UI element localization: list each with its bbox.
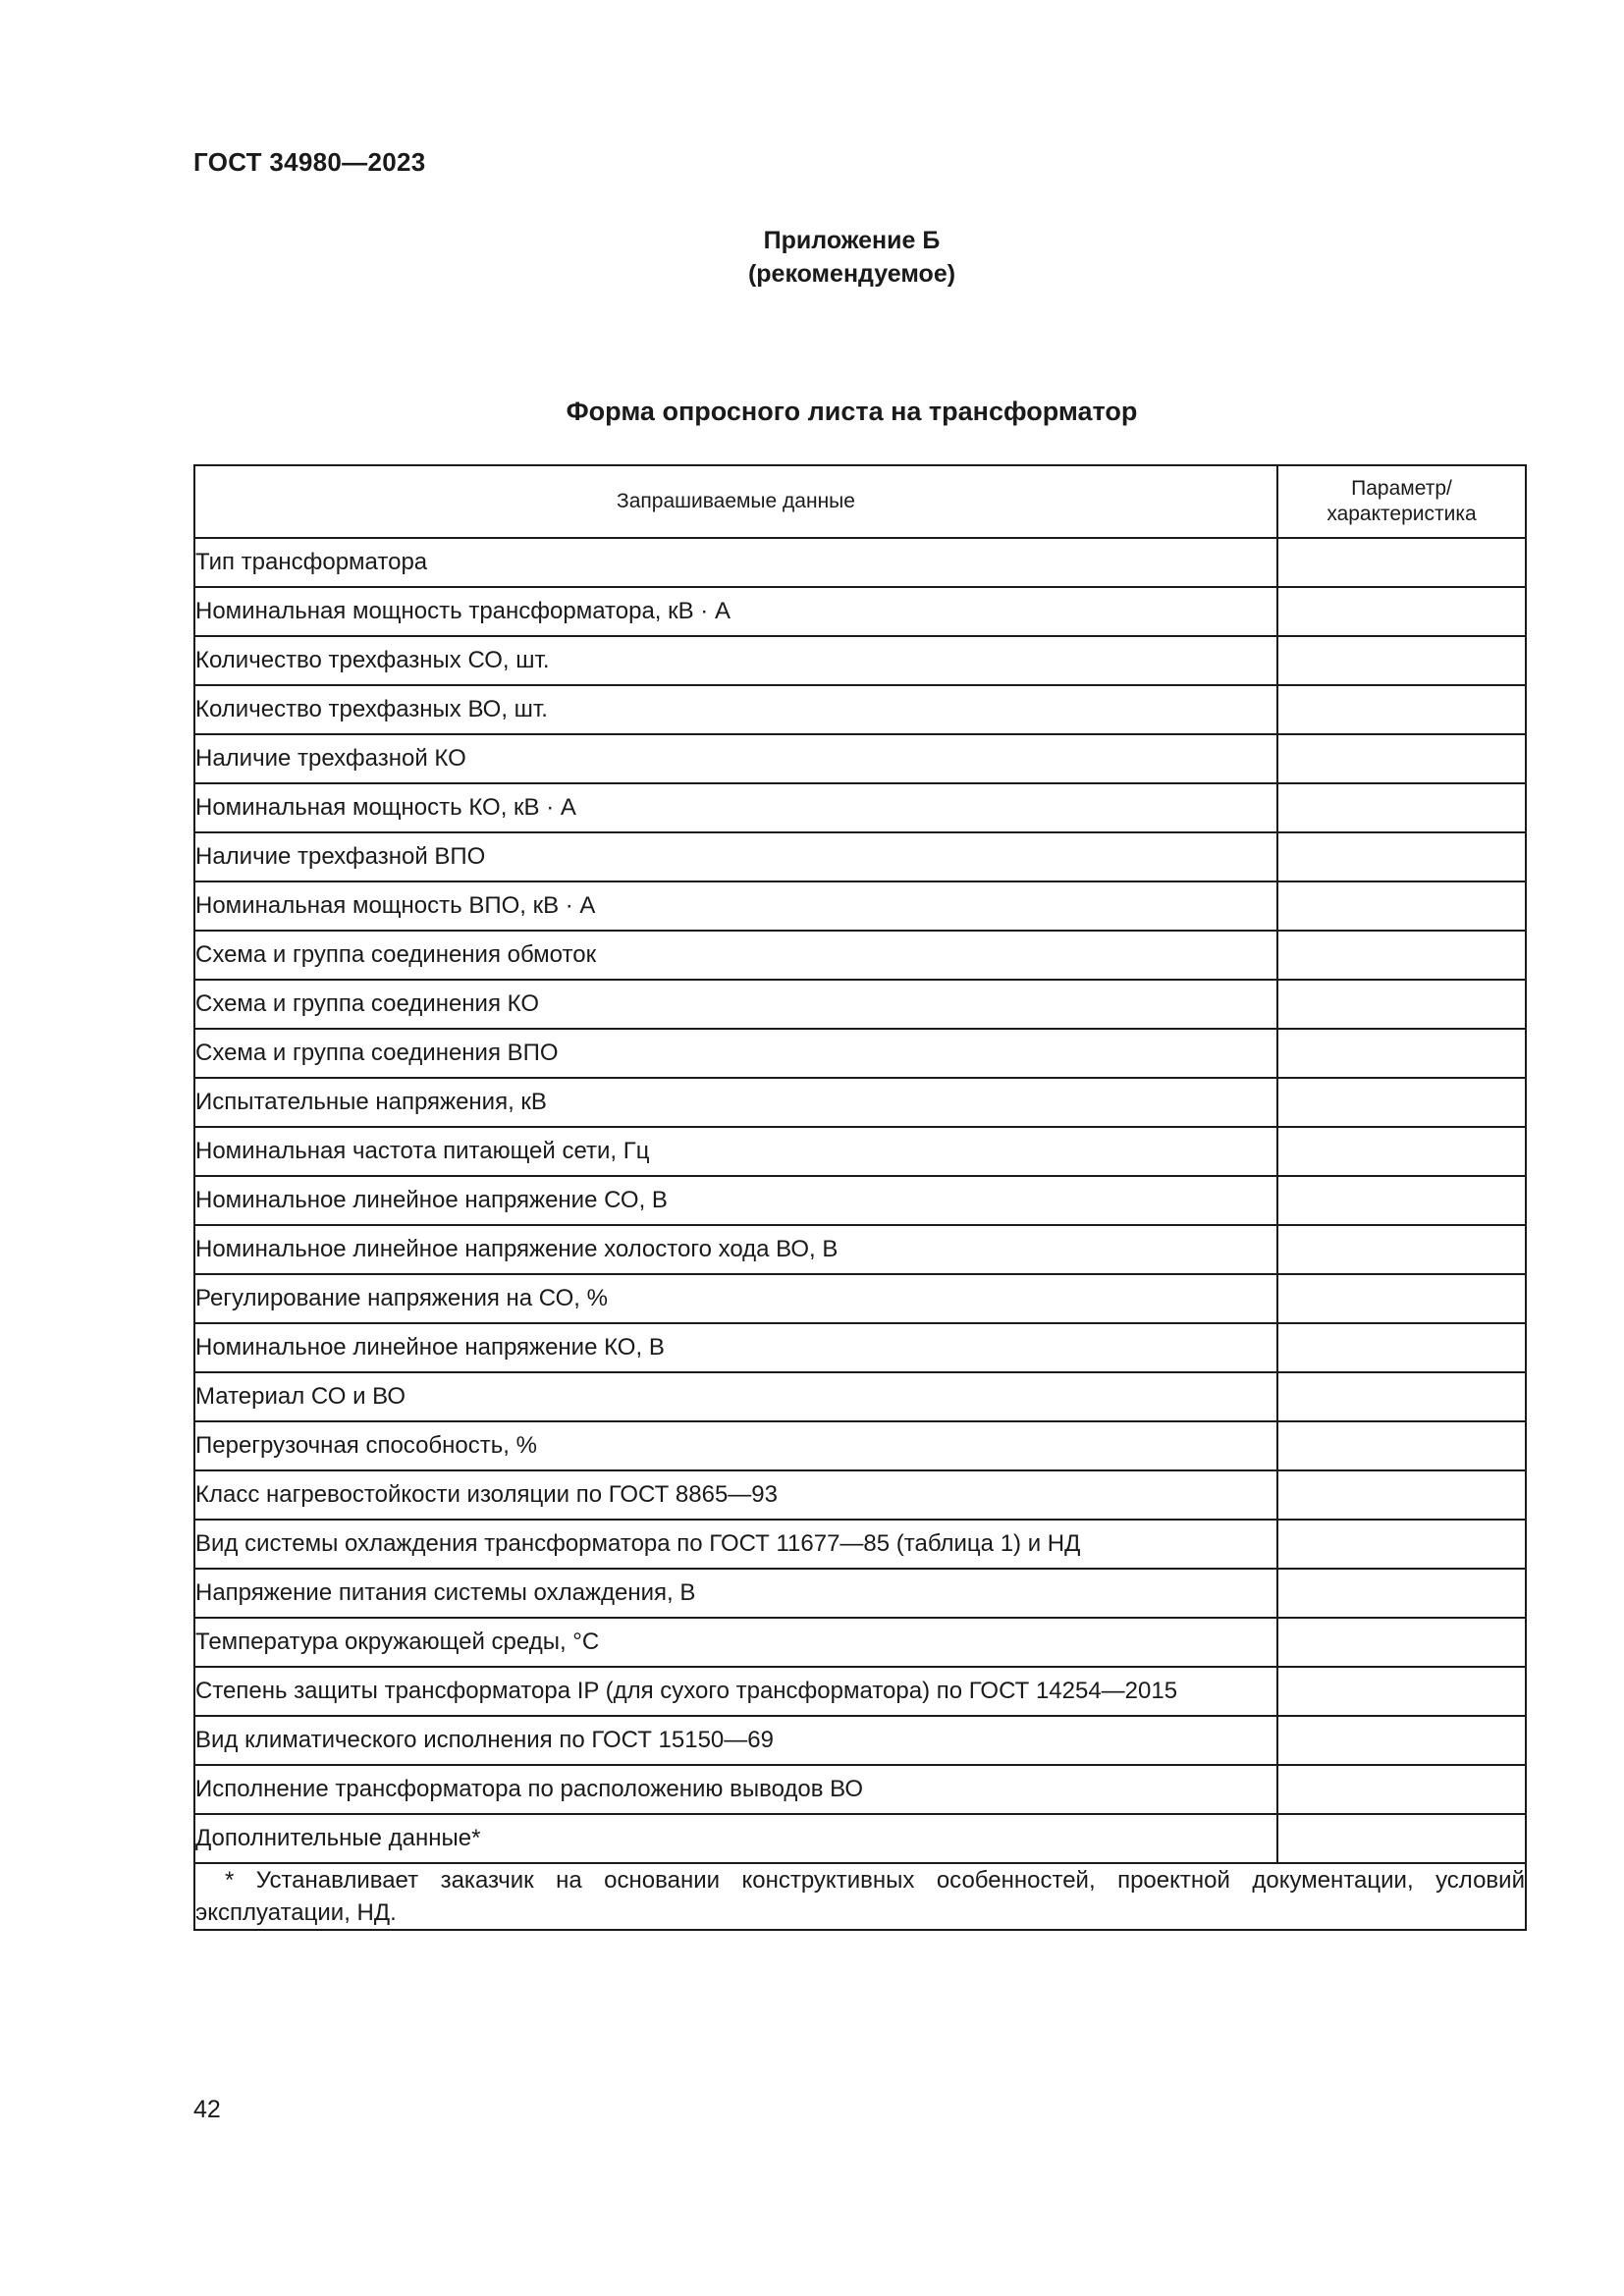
parameter-value-cell[interactable]	[1277, 1372, 1526, 1421]
table-row	[194, 1421, 1526, 1470]
requested-data-cell: Наличие трехфазной ВПО	[194, 832, 1277, 881]
table-row	[194, 832, 1526, 881]
header-requested-data: Запрашиваемые данные	[194, 465, 1277, 538]
parameter-value-cell[interactable]	[1277, 1569, 1526, 1618]
requested-data-cell: Количество трехфазных ВО, шт.	[194, 685, 1277, 734]
parameter-value-cell[interactable]	[1277, 1421, 1526, 1470]
parameter-value-cell[interactable]	[1277, 636, 1526, 685]
table-row	[194, 1765, 1526, 1814]
parameter-value-cell[interactable]	[1277, 980, 1526, 1029]
requested-data-cell: Регулирование напряжения на СО, %	[194, 1274, 1277, 1323]
parameter-value-cell[interactable]	[1277, 881, 1526, 931]
requested-data-cell: Степень защиты трансформатора IP (для сухого трансформатора) по ГОСТ 14254—2015	[194, 1667, 1277, 1716]
parameter-value-cell[interactable]	[1277, 1029, 1526, 1078]
document-code: ГОСТ 34980—2023	[193, 147, 426, 177]
requested-data-cell: Перегрузочная способность, %	[194, 1421, 1277, 1470]
parameter-value-cell[interactable]	[1277, 1716, 1526, 1765]
parameter-value-cell[interactable]	[1277, 538, 1526, 587]
header-parameter-line2: характеристика	[1326, 503, 1477, 525]
table-row	[194, 1323, 1526, 1372]
table-row	[194, 1176, 1526, 1225]
table-row	[194, 1274, 1526, 1323]
table-footnote: * Устанавливает заказчик на основании конструктивных особенностей, проектной документации, условий эксплуатации, НД.	[194, 1863, 1526, 1930]
table-row	[194, 931, 1526, 980]
table-row	[194, 685, 1526, 734]
table-row	[194, 881, 1526, 931]
table-row	[194, 1470, 1526, 1520]
table-row	[194, 1225, 1526, 1274]
requested-data-cell: Тип трансформатора	[194, 538, 1277, 587]
table-row	[194, 636, 1526, 685]
requested-data-cell: Материал СО и ВО	[194, 1372, 1277, 1421]
requested-data-cell: Испытательные напряжения, кВ	[194, 1078, 1277, 1127]
table-row	[194, 1667, 1526, 1716]
table-row	[194, 538, 1526, 587]
table-header-row	[194, 465, 1526, 538]
requested-data-cell: Схема и группа соединения КО	[194, 980, 1277, 1029]
requested-data-cell: Номинальное линейное напряжение холостого хода ВО, В	[194, 1225, 1277, 1274]
page-number: 42	[193, 2096, 221, 2123]
table-row	[194, 1078, 1526, 1127]
table-row	[194, 1569, 1526, 1618]
parameter-value-cell[interactable]	[1277, 783, 1526, 832]
requested-data-cell: Номинальная мощность КО, кВ · А	[194, 783, 1277, 832]
parameter-value-cell[interactable]	[1277, 1765, 1526, 1814]
requested-data-cell: Дополнительные данные*	[194, 1814, 1277, 1863]
table-row	[194, 1716, 1526, 1765]
parameter-value-cell[interactable]	[1277, 1078, 1526, 1127]
header-parameter	[1277, 465, 1526, 538]
requested-data-cell: Напряжение питания системы охлаждения, В	[194, 1569, 1277, 1618]
parameter-value-cell[interactable]	[1277, 931, 1526, 980]
table-row	[194, 1372, 1526, 1421]
questionnaire-table	[193, 464, 1527, 1931]
requested-data-cell: Номинальная мощность ВПО, кВ · А	[194, 881, 1277, 931]
requested-data-cell: Номинальное линейное напряжение КО, В	[194, 1323, 1277, 1372]
parameter-value-cell[interactable]	[1277, 1176, 1526, 1225]
requested-data-cell: Вид климатического исполнения по ГОСТ 15150—69	[194, 1716, 1277, 1765]
parameter-value-cell[interactable]	[1277, 1520, 1526, 1569]
table-row	[194, 980, 1526, 1029]
parameter-value-cell[interactable]	[1277, 1127, 1526, 1176]
footnote-row	[194, 1863, 1526, 1930]
requested-data-cell: Вид системы охлаждения трансформатора по ГОСТ 11677—85 (таблица 1) и НД	[194, 1520, 1277, 1569]
appendix-heading	[0, 224, 1624, 291]
requested-data-cell: Номинальное линейное напряжение СО, В	[194, 1176, 1277, 1225]
parameter-value-cell[interactable]	[1277, 1470, 1526, 1520]
table-body	[194, 538, 1526, 1863]
requested-data-cell: Исполнение трансформатора по расположению выводов ВО	[194, 1765, 1277, 1814]
header-parameter-line1: Параметр/	[1351, 477, 1452, 500]
table-row	[194, 1618, 1526, 1667]
parameter-value-cell[interactable]	[1277, 1618, 1526, 1667]
parameter-value-cell[interactable]	[1277, 1667, 1526, 1716]
parameter-value-cell[interactable]	[1277, 832, 1526, 881]
parameter-value-cell[interactable]	[1277, 1814, 1526, 1863]
table-row	[194, 1520, 1526, 1569]
parameter-value-cell[interactable]	[1277, 734, 1526, 783]
appendix-status: (рекомендуемое)	[747, 260, 956, 288]
requested-data-cell: Температура окружающей среды, °С	[194, 1618, 1277, 1667]
table-row	[194, 587, 1526, 636]
table-row	[194, 1029, 1526, 1078]
appendix-title: Приложение Б	[763, 227, 941, 254]
parameter-value-cell[interactable]	[1277, 1225, 1526, 1274]
parameter-value-cell[interactable]	[1277, 1323, 1526, 1372]
table-row	[194, 734, 1526, 783]
requested-data-cell: Количество трехфазных СО, шт.	[194, 636, 1277, 685]
requested-data-cell: Номинальная мощность трансформатора, кВ · А	[194, 587, 1277, 636]
table-row	[194, 783, 1526, 832]
requested-data-cell: Класс нагревостойкости изоляции по ГОСТ 8865—93	[194, 1470, 1277, 1520]
requested-data-cell: Наличие трехфазной КО	[194, 734, 1277, 783]
parameter-value-cell[interactable]	[1277, 587, 1526, 636]
parameter-value-cell[interactable]	[1277, 1274, 1526, 1323]
parameter-value-cell[interactable]	[1277, 685, 1526, 734]
table-row	[194, 1127, 1526, 1176]
requested-data-cell: Схема и группа соединения обмоток	[194, 931, 1277, 980]
form-title: Форма опросного листа на трансформатор	[566, 397, 1138, 426]
table-row	[194, 1814, 1526, 1863]
requested-data-cell: Схема и группа соединения ВПО	[194, 1029, 1277, 1078]
requested-data-cell: Номинальная частота питающей сети, Гц	[194, 1127, 1277, 1176]
